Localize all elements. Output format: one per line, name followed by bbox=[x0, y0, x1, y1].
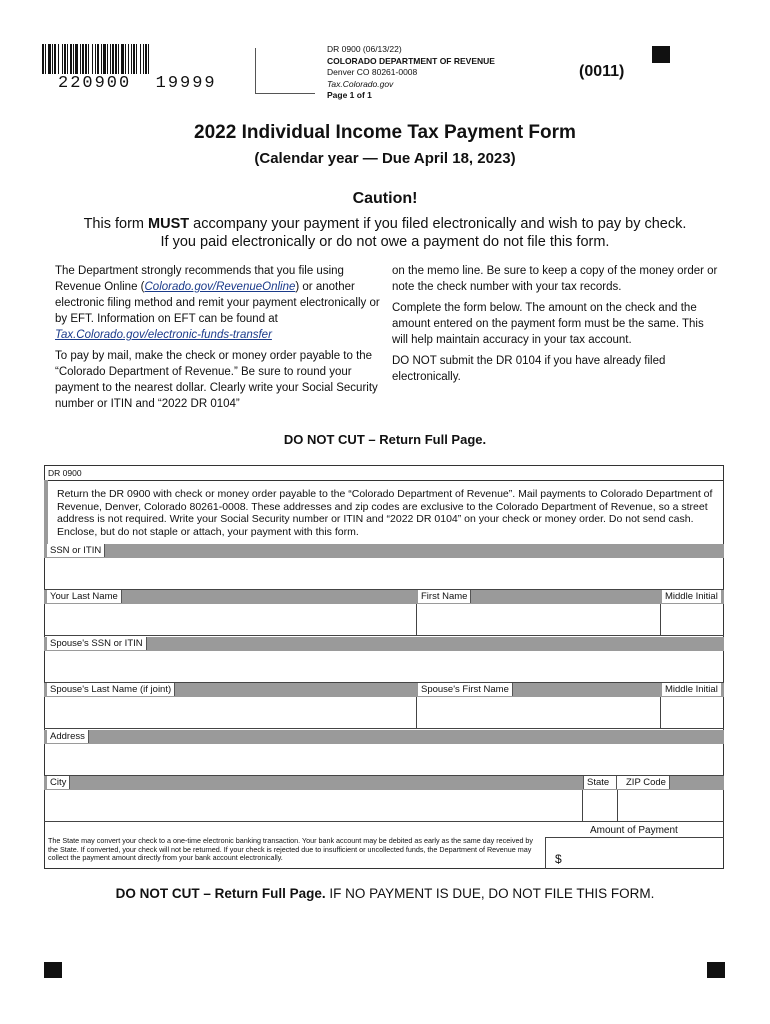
text: ) or another electronic filing method and remit your payment electronically or by EFT. Information on EFT can be found at bbox=[55, 281, 380, 325]
zip-input[interactable] bbox=[618, 790, 724, 822]
do-not-cut-bold: DO NOT CUT – Return Full Page. bbox=[115, 886, 326, 901]
page-subtitle: (Calendar year — Due April 18, 2023) bbox=[254, 150, 516, 167]
field-bar bbox=[44, 544, 724, 558]
spouse-last-name-input[interactable] bbox=[44, 697, 416, 729]
no-payment-notice: IF NO PAYMENT IS DUE, DO NOT FILE THIS FORM. bbox=[325, 886, 655, 901]
spouse-first-name-input[interactable] bbox=[417, 697, 660, 729]
department-address: Denver CO 80261-0008 bbox=[327, 67, 418, 77]
spouse-first-name-label: Spouse's First Name bbox=[418, 683, 513, 696]
eft-link[interactable]: Tax.Colorado.gov/electronic-funds-transfer bbox=[55, 329, 272, 341]
state-label: State bbox=[583, 776, 617, 789]
do-not-cut-notice: DO NOT CUT – Return Full Page. bbox=[283, 432, 487, 447]
right-column bbox=[392, 263, 722, 390]
spouse-middle-initial-input[interactable] bbox=[661, 697, 724, 729]
form-header-info bbox=[327, 44, 495, 102]
amount-label: Amount of Payment bbox=[590, 825, 678, 836]
divider bbox=[545, 837, 546, 869]
ssn-label: SSN or ITIN bbox=[47, 544, 105, 557]
caution-text-part: accompany your payment if you filed electronically and wish to pay by check. bbox=[189, 216, 687, 232]
mail-paragraph: To pay by mail, make the check or money order payable to the “Colorado Department of Revenue.” Be sure to round your payment to the nearest dollar. Clearly write your Social Security number or ITIN and “2022 DR 0104” bbox=[55, 350, 378, 410]
form-id-line: DR 0900 (06/13/22) bbox=[327, 44, 402, 54]
address-input[interactable] bbox=[44, 744, 724, 776]
caution-text bbox=[0, 215, 770, 251]
caution-heading: Caution! bbox=[352, 190, 418, 207]
address-label: Address bbox=[47, 730, 89, 743]
form-code-label: DR 0900 bbox=[48, 468, 82, 478]
zip-label: ZIP Code bbox=[617, 776, 670, 789]
state-input[interactable] bbox=[583, 790, 617, 822]
registration-mark bbox=[707, 962, 725, 978]
middle-initial-label: Middle Initial bbox=[662, 590, 721, 603]
divider bbox=[255, 93, 315, 94]
spouse-middle-initial-label: Middle Initial bbox=[662, 683, 721, 696]
first-name-input[interactable] bbox=[417, 604, 660, 636]
middle-initial-input[interactable] bbox=[661, 604, 724, 636]
barcode bbox=[42, 44, 253, 74]
registration-mark bbox=[652, 46, 670, 63]
dollar-sign: $ bbox=[555, 852, 562, 866]
do-not-cut-footer bbox=[0, 886, 770, 901]
divider bbox=[255, 48, 256, 93]
form-instructions: Return the DR 0900 with check or money order payable to the “Colorado Department of Revenue”. Mail payments to Colorado Department of Revenue, Denver, Colorado 80261-0008. These addresses and zip codes are exclusive to the Colorado Department of Revenue, so a street address is not required. Write your Social Security number or ITIN and “2022 DR 0104” on your check or money order. Do not send cash. Enclose, but do not staple or attach, your payment with this form. bbox=[57, 488, 713, 538]
amount-input[interactable] bbox=[565, 840, 723, 868]
check-conversion-disclaimer: The State may convert your check to a one-time electronic banking transaction. Your bank account may be debited as early as the same day received by the State. If converted, your check will not be returned. If your check is rejected due to insufficient or uncollected funds, the Department of Revenue may collect the payment amount directly from your bank account electronically. bbox=[48, 836, 534, 863]
divider bbox=[44, 480, 724, 481]
department-name: COLORADO DEPARTMENT OF REVENUE bbox=[327, 55, 495, 66]
spouse-ssn-label: Spouse's SSN or ITIN bbox=[47, 637, 147, 650]
page-number: Page 1 of 1 bbox=[327, 90, 372, 100]
field-bar bbox=[44, 730, 724, 744]
barcode-number: 220900 19999 bbox=[58, 74, 217, 93]
first-name-label: First Name bbox=[418, 590, 471, 603]
field-bar bbox=[44, 590, 724, 604]
city-label: City bbox=[47, 776, 70, 789]
form-code: (0011) bbox=[579, 63, 625, 80]
caution-text-part: This form bbox=[83, 216, 149, 232]
revenue-online-link[interactable]: Colorado.gov/RevenueOnline bbox=[144, 281, 296, 293]
last-name-input[interactable] bbox=[44, 604, 416, 636]
city-input[interactable] bbox=[44, 790, 582, 822]
caution-line-2: If you paid electronically or do not owe a payment do not file this form. bbox=[160, 234, 610, 250]
caution-must: MUST bbox=[148, 216, 190, 232]
efile-paragraph bbox=[55, 263, 380, 343]
last-name-label: Your Last Name bbox=[47, 590, 122, 603]
barcode-stripe bbox=[149, 44, 151, 74]
text: The Department strongly recommends that you file using Revenue Online ( bbox=[55, 265, 344, 293]
ssn-input[interactable] bbox=[44, 558, 724, 590]
do-not-submit-paragraph: DO NOT submit the DR 0104 if you have already filed electronically. bbox=[392, 355, 666, 383]
complete-form-paragraph: Complete the form below. The amount on the check and the amount entered on the payment form must be the same. This will help maintain accuracy in your tax account. bbox=[392, 302, 704, 346]
form-margin-bar bbox=[44, 480, 48, 544]
spouse-last-name-label: Spouse's Last Name (if joint) bbox=[47, 683, 175, 696]
divider bbox=[545, 837, 724, 838]
left-column bbox=[55, 263, 380, 417]
memo-paragraph: on the memo line. Be sure to keep a copy of the money order or note the check number with your tax records. bbox=[392, 265, 718, 293]
registration-mark bbox=[44, 962, 62, 978]
page-title: 2022 Individual Income Tax Payment Form bbox=[194, 122, 576, 143]
department-website: Tax.Colorado.gov bbox=[327, 78, 394, 89]
spouse-ssn-input[interactable] bbox=[44, 651, 724, 683]
